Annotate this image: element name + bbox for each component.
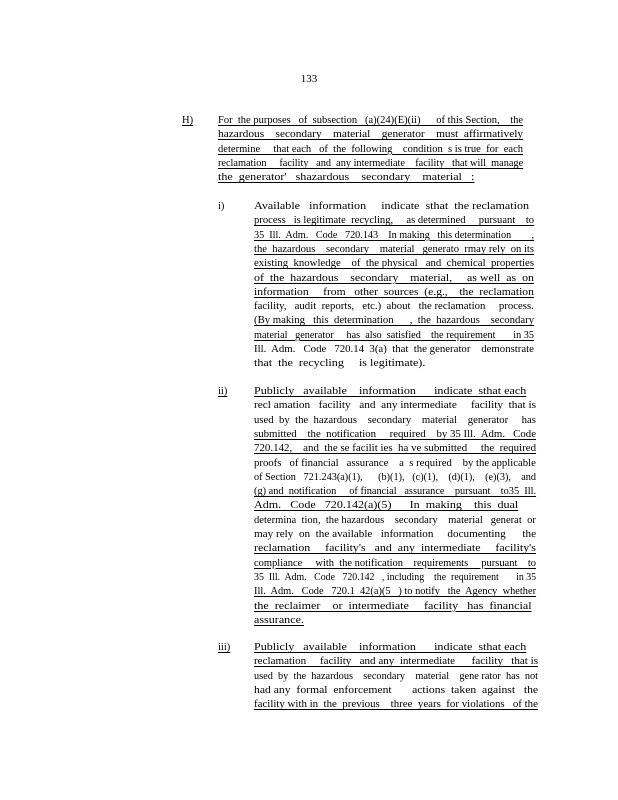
item-ii-line: 720.142, and the se facilit ies ha ve submitted the required <box>254 443 537 455</box>
item-i-line: 35 Ill. Adm. Code 720.143 In making this determination , <box>254 229 535 241</box>
paragraph-h-marker: H) <box>182 115 194 126</box>
item-ii-line: of Section 721.243(a)(1), (b)(1), (c)(1), (d)(1), (e)(3), and <box>254 471 537 483</box>
item-i-line: (By making this determination , the hazardous secondary <box>254 315 535 327</box>
item-ii-line: may rely on the available information documenting the <box>254 529 537 540</box>
item-i-line: of the hazardous secondary material, as well as on <box>254 272 534 284</box>
item-ii-line: Ill. Adm. Code 720.1 42(a)(5 ) to notify the Agency whether <box>254 586 537 598</box>
item-i-line: Available information indicate sthat the reclamation <box>254 201 530 212</box>
item-ii-line: reclamation facility's and any intermediate facility's <box>254 543 536 555</box>
item-i-line: Ill. Adm. Code 720.14 3(a) that the generator demonstrate <box>254 344 534 355</box>
paragraph-h-line: hazardous secondary material generator must affirmatively <box>218 129 524 141</box>
item-i-line: the hazardous secondary material generato rmay rely on its <box>254 243 535 255</box>
item-ii-line: recl amation facility and any intermediate facility that is <box>254 400 536 412</box>
paragraph-h-line: the generator' shazardous secondary material : <box>218 172 475 184</box>
item-ii-line: submitted the notification required by 35 Ill. Adm. Code <box>254 428 537 440</box>
item-i-marker: i) <box>218 201 225 212</box>
item-ii-line: assurance. <box>254 614 304 626</box>
item-iii-line: used by the hazardous secondary material gene rator has not <box>254 670 539 682</box>
item-i-line: process is legitimate recycling, as determined pursuant to <box>254 215 535 227</box>
item-i-line: information from other sources (e.g., the reclamation <box>254 286 534 298</box>
item-ii-line: Adm. Code 720.142(a)(5) In making this dual <box>254 500 519 512</box>
item-iii-marker: iii) <box>218 642 231 653</box>
paragraph-h-line: For the purposes of subsection (a)(24)(E)(ii) of this Section, the <box>218 115 524 126</box>
item-i-line: that the recycling is legitimate). <box>254 358 426 370</box>
paragraph-h-line: determine that each of the following condition s is true for each <box>218 143 524 155</box>
item-i-line: existing knowledge of the physical and chemical properties <box>254 258 535 270</box>
item-ii-line: proofs of financial assurance a s required by the applicable <box>254 457 536 469</box>
item-ii-line: (g) and notification of financial assurance pursuant to35 Ill. <box>254 486 537 498</box>
item-i-line: facility, audit reports, etc.) about the reclamation process. <box>254 301 534 313</box>
item-ii-line: compliance with the notification requirements pursuant to <box>254 557 536 569</box>
item-iii-line: Publicly available information indicate sthat each <box>254 642 527 653</box>
item-ii-line: used by the hazardous secondary material generator has <box>254 414 536 426</box>
item-iii-line: reclamation facility and any intermediate facility that is <box>254 656 538 668</box>
item-ii-marker: ii) <box>218 386 228 397</box>
item-i-line: material generator has also satisfied the requirement in 35 <box>254 329 535 341</box>
item-iii-line: facility with in the previous three years for violations of the <box>254 699 538 711</box>
item-ii-line: Publicly available information indicate sthat each <box>254 386 527 397</box>
item-ii-line: the reclaimer or intermediate facility has financial <box>254 600 532 612</box>
paragraph-h-line: reclamation facility and any intermediate facility that will manage <box>218 157 524 169</box>
page-number: 133 <box>300 73 318 85</box>
item-ii-line: determina tion, the hazardous secondary material generat or <box>254 514 536 526</box>
item-ii-line: 35 Ill. Adm. Code 720.142 , including the requirement in 35 <box>254 571 537 583</box>
item-iii-line: had any formal enforcement actions taken against the <box>254 684 539 696</box>
